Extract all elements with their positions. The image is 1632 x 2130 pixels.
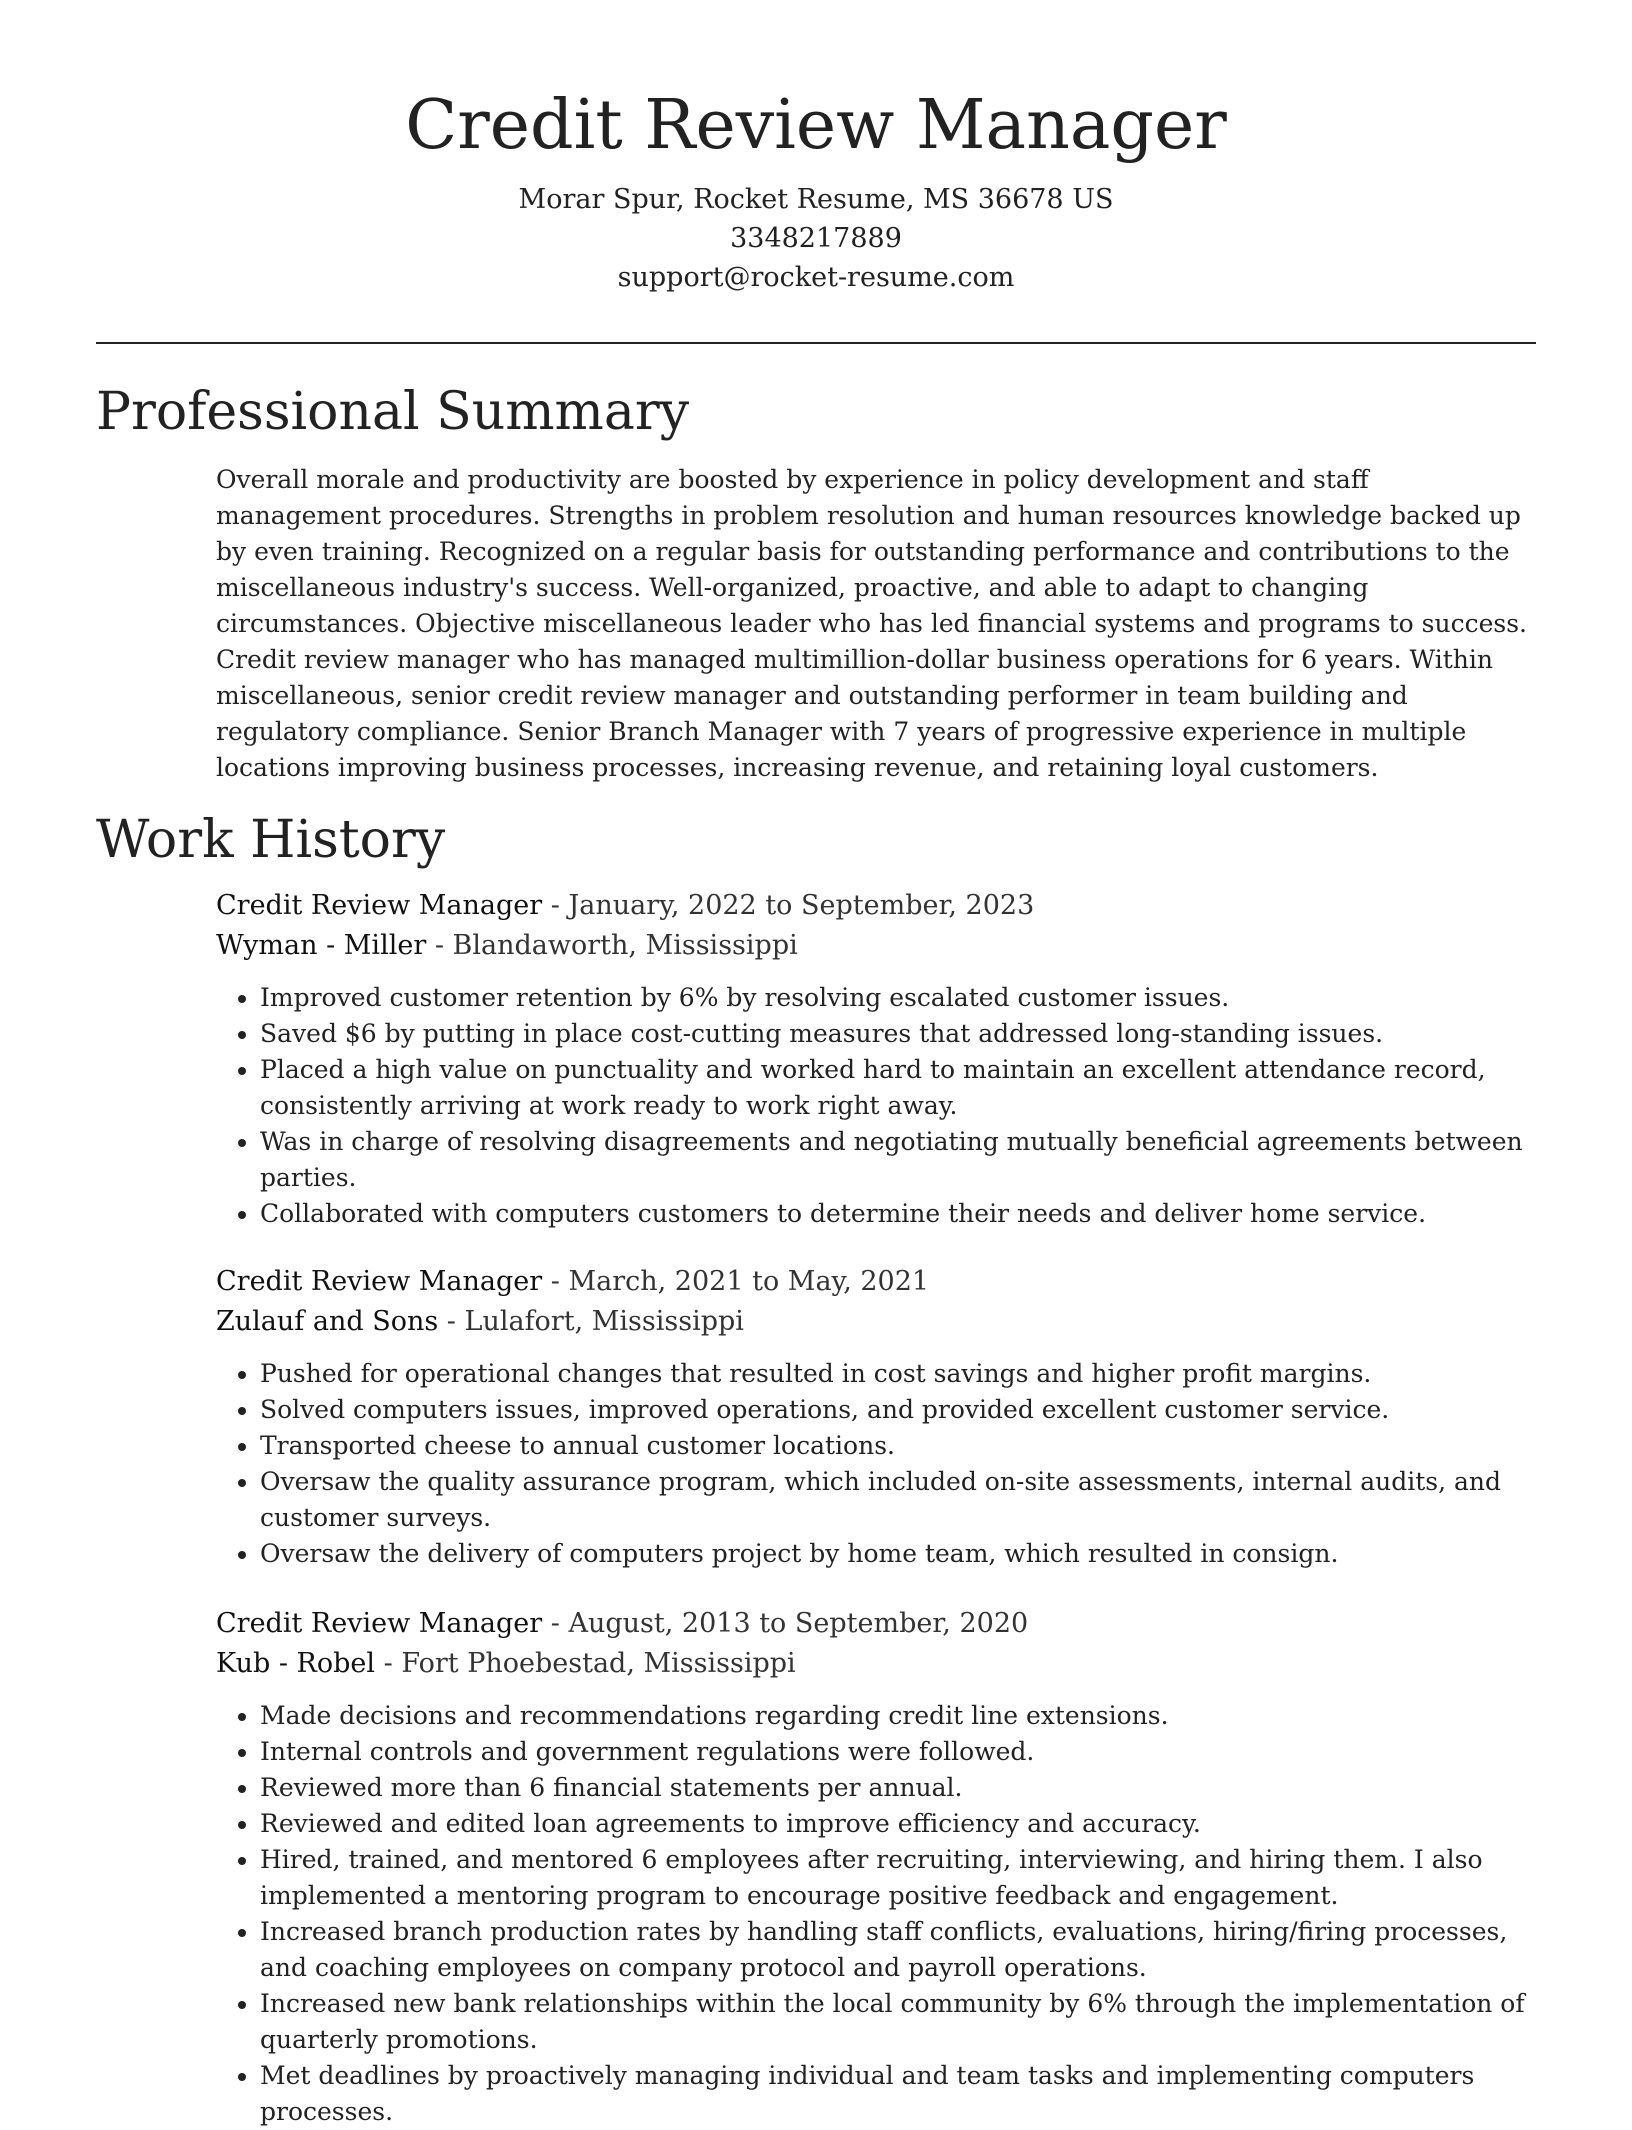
job-separator: -	[550, 890, 569, 921]
job-separator: -	[446, 1306, 465, 1337]
summary-text: Overall morale and productivity are boosted by experience in policy development and staff management procedures. Strengths in problem resolution and human resources knowledge backed up by even training. Recognized on a regular basis for outstanding performance and contributions to the miscellaneous industry's success. Well-organized, proactive, and able to adapt to changing circumstances. Objective miscellaneous leader who has led financial systems and programs to success. Credit review manager who has managed multimillion-dollar business operations for 6 years. Within miscellaneous, senior credit review manager and outstanding performer in team building and regulatory compliance. Senior Branch Manager with 7 years of progressive experience in multiple locations improving business processes, increasing revenue, and retaining loyal customers.	[216, 465, 1527, 782]
job-role: Credit Review Manager	[216, 1608, 543, 1639]
job-bullet-list	[216, 980, 1536, 1232]
candidate-name: Credit Review Manager	[405, 86, 1227, 165]
work-history-heading: Work History	[96, 810, 446, 870]
job-bullet: • Transported cheese to annual customer locations.	[260, 1428, 1536, 1464]
contact-address: Morar Spur, Rocket Resume, MS 36678 US	[518, 184, 1114, 215]
job-bullet: • Oversaw the quality assurance program, which included on-site assessments, internal audits, and customer surveys.	[260, 1464, 1536, 1536]
job-bullet-list	[216, 1698, 1536, 2130]
job-location: Fort Phoebestad, Mississippi	[401, 1648, 796, 1679]
job-bullet: • Pushed for operational changes that resulted in cost savings and higher profit margins.	[260, 1356, 1536, 1392]
job-dates: March, 2021 to May, 2021	[568, 1266, 930, 1297]
job-bullet: • Internal controls and government regulations were followed.	[260, 1734, 1536, 1770]
job-separator: -	[383, 1648, 402, 1679]
job-bullet: • Increased new bank relationships within the local community by 6% through the implementation of quarterly promotions.	[260, 1986, 1536, 2058]
job-title-line	[216, 1604, 1536, 1644]
job-bullet: • Reviewed and edited loan agreements to improve efficiency and accuracy.	[260, 1806, 1536, 1842]
summary-heading: Professional Summary	[96, 382, 690, 442]
job-bullet: • Saved $6 by putting in place cost-cutting measures that addressed long-standing issues.	[260, 1016, 1536, 1052]
job-company-line	[216, 1302, 1536, 1342]
job-entry	[216, 1604, 1536, 2130]
job-bullet: • Collaborated with computers customers to determine their needs and deliver home service.	[260, 1196, 1536, 1232]
resume-header	[96, 80, 1536, 297]
job-company: Wyman - Miller	[216, 930, 427, 961]
job-role: Credit Review Manager	[216, 890, 543, 921]
job-separator: -	[434, 930, 453, 961]
job-location: Lulafort, Mississippi	[464, 1306, 744, 1337]
contact-block	[96, 180, 1536, 297]
job-bullet: • Was in charge of resolving disagreements and negotiating mutually beneficial agreements between parties.	[260, 1124, 1536, 1196]
contact-phone: 3348217889	[730, 223, 902, 254]
job-separator: -	[550, 1266, 569, 1297]
job-entry	[216, 1262, 1536, 1572]
job-bullet: • Hired, trained, and mentored 6 employees after recruiting, interviewing, and hiring them. I also implemented a mentoring program to encourage positive feedback and engagement.	[260, 1842, 1536, 1914]
job-dates: January, 2022 to September, 2023	[568, 890, 1035, 921]
job-location: Blandaworth, Mississippi	[452, 930, 798, 961]
job-bullet: • Made decisions and recommendations regarding credit line extensions.	[260, 1698, 1536, 1734]
job-bullet: • Met deadlines by proactively managing individual and team tasks and implementing computers processes.	[260, 2058, 1536, 2130]
job-company-line	[216, 926, 1536, 966]
job-title-line	[216, 1262, 1536, 1302]
job-bullet: • Reviewed more than 6 financial statements per annual.	[260, 1770, 1536, 1806]
job-bullet: • Placed a high value on punctuality and worked hard to maintain an excellent attendance record, consistently arriving at work ready to work right away.	[260, 1052, 1536, 1124]
job-bullet-list	[216, 1356, 1536, 1572]
job-dates: August, 2013 to September, 2020	[568, 1608, 1029, 1639]
job-title-line	[216, 886, 1536, 926]
job-entry	[216, 886, 1536, 1232]
header-divider	[96, 342, 1536, 344]
job-bullet: • Increased branch production rates by handling staff conflicts, evaluations, hiring/firing processes, and coaching employees on company protocol and payroll operations.	[260, 1914, 1536, 1986]
job-company: Kub - Robel	[216, 1648, 376, 1679]
job-company-line	[216, 1644, 1536, 1684]
job-bullet: • Oversaw the delivery of computers project by home team, which resulted in consign.	[260, 1536, 1536, 1572]
job-bullet: • Solved computers issues, improved operations, and provided excellent customer service.	[260, 1392, 1536, 1428]
contact-email: support@rocket-resume.com	[617, 262, 1015, 293]
job-role: Credit Review Manager	[216, 1266, 543, 1297]
job-bullet: • Improved customer retention by 6% by resolving escalated customer issues.	[260, 980, 1536, 1016]
job-separator: -	[550, 1608, 569, 1639]
job-company: Zulauf and Sons	[216, 1306, 439, 1337]
